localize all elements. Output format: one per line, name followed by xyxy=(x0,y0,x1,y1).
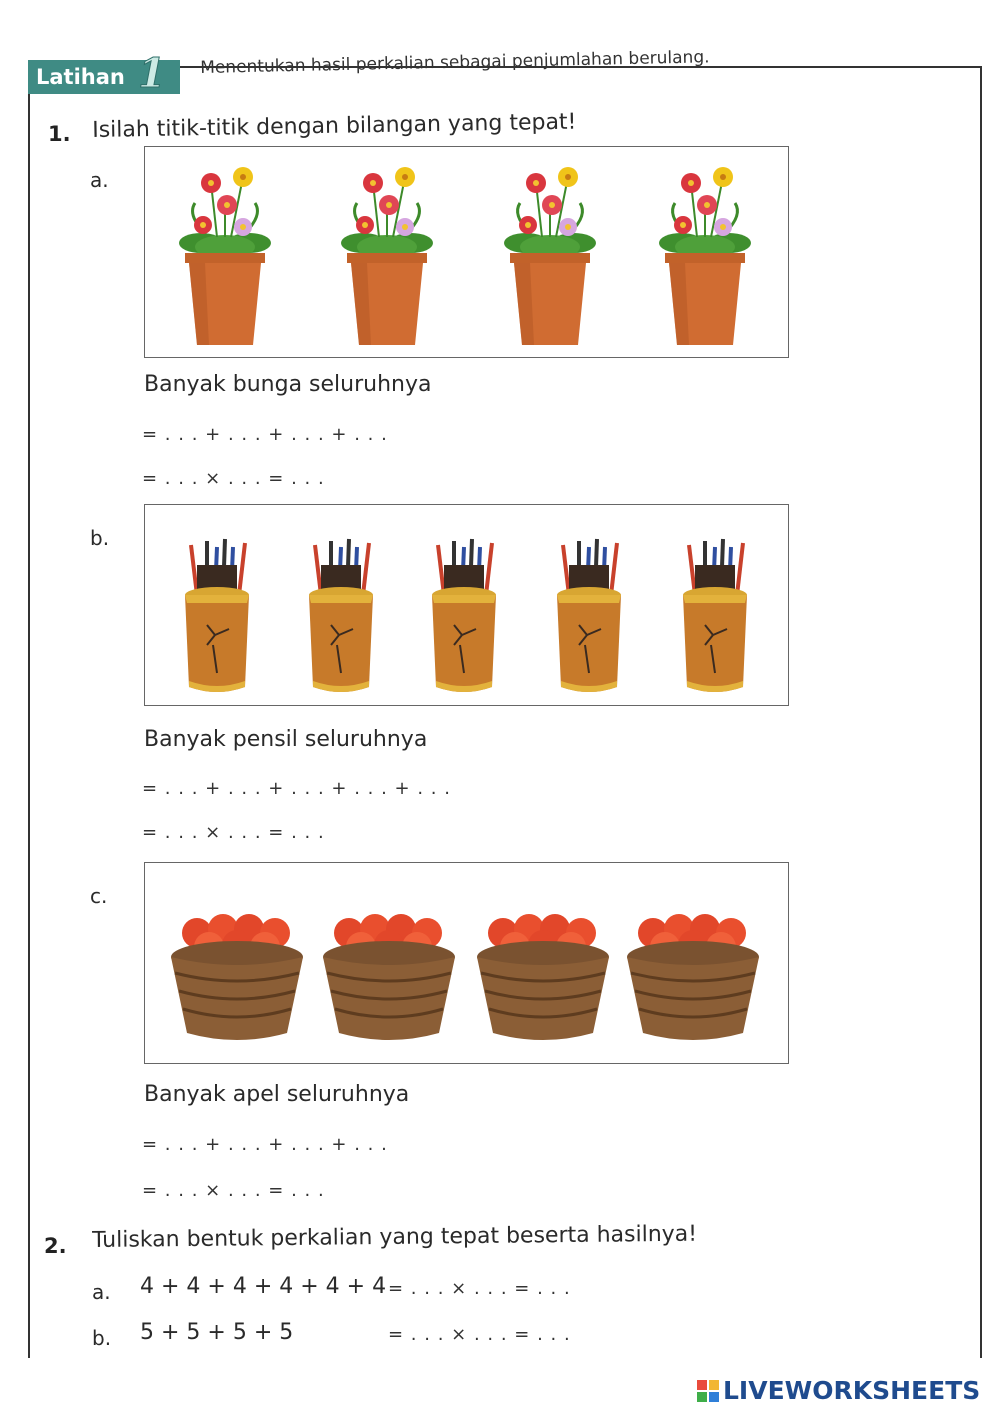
q1-number: 1. xyxy=(48,122,71,146)
q1c-mult-line[interactable]: = . . . × . . . = . . . xyxy=(142,1180,325,1201)
q1a-label: a. xyxy=(90,168,109,192)
flower-pot-2 xyxy=(341,167,433,345)
q2b-expression: 5 + 5 + 5 + 5 xyxy=(140,1320,294,1345)
liveworksheets-logo[interactable] xyxy=(697,1376,980,1405)
q2-instruction: Tuliskan bentuk perkalian yang tepat beserta hasilnya! xyxy=(92,1221,698,1253)
q1c-caption: Banyak apel seluruhnya xyxy=(144,1082,410,1107)
logo-icon xyxy=(697,1380,719,1402)
q1a-sum-line[interactable]: = . . . + . . . + . . . + . . . xyxy=(142,424,388,445)
q1-instruction: Isilah titik-titik dengan bilangan yang tepat! xyxy=(92,109,577,143)
exercise-description: Menentukan hasil perkalian sebagai penjumlahan berulang. xyxy=(200,47,710,78)
q2-number: 2. xyxy=(44,1234,67,1258)
flower-pot-3 xyxy=(504,167,596,345)
pencil-cup-4 xyxy=(557,539,621,692)
pencil-cup-1 xyxy=(185,539,249,692)
pencil-cups-image xyxy=(144,504,789,706)
pencil-cup-5 xyxy=(683,539,747,692)
latihan-label: Latihan xyxy=(36,65,125,89)
q2a-label: a. xyxy=(92,1280,111,1304)
apple-basket-1 xyxy=(171,914,303,1040)
apple-basket-4 xyxy=(627,914,759,1040)
q1a-caption: Banyak bunga seluruhnya xyxy=(144,372,432,397)
apple-basket-2 xyxy=(323,914,455,1040)
q2a-expression: 4 + 4 + 4 + 4 + 4 + 4 xyxy=(140,1274,387,1299)
logo-text: LIVEWORKSHEETS xyxy=(723,1376,981,1405)
flower-pot-4 xyxy=(659,167,751,345)
flower-pots-image xyxy=(144,146,789,358)
q1c-label: c. xyxy=(90,884,108,908)
q1b-label: b. xyxy=(90,526,110,550)
q2a-answer[interactable]: = . . . × . . . = . . . xyxy=(388,1278,571,1299)
q1c-sum-line[interactable]: = . . . + . . . + . . . + . . . xyxy=(142,1134,388,1155)
latihan-number: 1 xyxy=(138,50,166,97)
flower-pots-illustration xyxy=(145,147,788,357)
pencil-cups-illustration xyxy=(145,505,788,705)
pencil-cup-2 xyxy=(309,539,373,692)
q2b-answer[interactable]: = . . . × . . . = . . . xyxy=(388,1324,571,1345)
flower-pot-1 xyxy=(179,167,271,345)
q1b-sum-line[interactable]: = . . . + . . . + . . . + . . . + . . . xyxy=(142,778,451,799)
q1b-mult-line[interactable]: = . . . × . . . = . . . xyxy=(142,822,325,843)
pencil-cup-3 xyxy=(432,539,496,692)
apple-basket-3 xyxy=(477,914,609,1040)
apple-baskets-illustration xyxy=(145,863,788,1063)
q1a-mult-line[interactable]: = . . . × . . . = . . . xyxy=(142,468,325,489)
q2b-label: b. xyxy=(92,1326,112,1350)
q1b-caption: Banyak pensil seluruhnya xyxy=(144,727,428,752)
apple-baskets-image xyxy=(144,862,789,1064)
